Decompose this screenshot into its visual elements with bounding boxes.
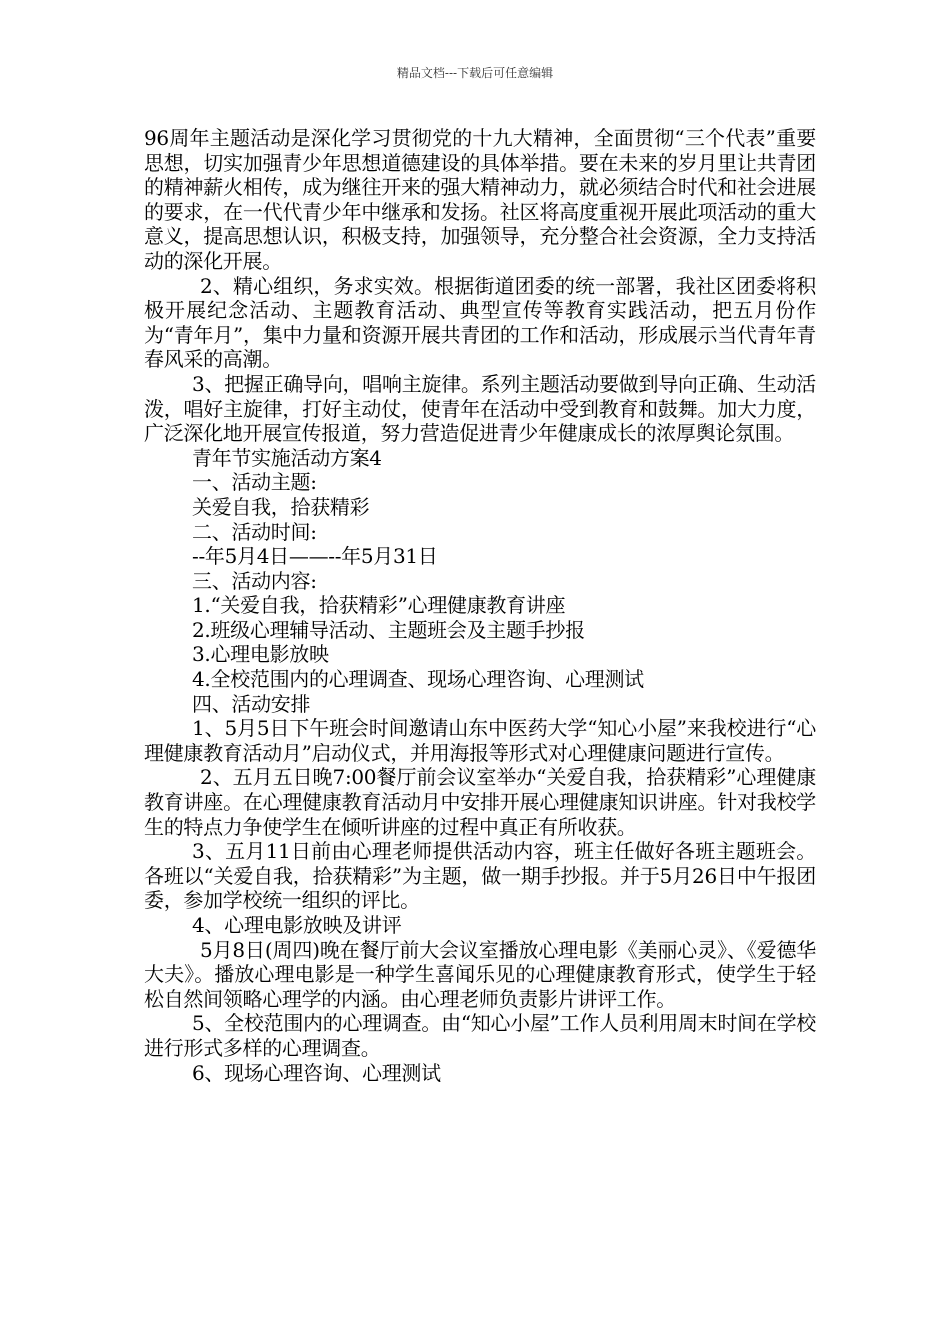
paragraph: 2、五月五日晚7:00餐厅前会议室举办“关爱自我，拾获精彩”心理健康教育讲座。在心理健康教育活动月中安排开展心理健康知识讲座。针对我校学生的特点力争使学生在倾听讲座的过程中真正有所收获。 bbox=[144, 765, 816, 839]
paragraph: 三、活动内容: bbox=[192, 568, 317, 593]
paragraph: 3、五月11日前由心理老师提供活动内容，班主任做好各班主题班会。各班以“关爱自我，拾获精彩”为主题，做一期手抄报。并于5月26日中午报团委，参加学校统一组织的评比。 bbox=[144, 839, 816, 913]
paragraph: 4、心理电影放映及讲评 bbox=[192, 913, 402, 937]
paragraph: 二、活动时间: bbox=[192, 519, 317, 544]
paragraph: 一、活动主题: bbox=[192, 470, 317, 495]
paragraph: 关爱自我，拾获精彩 bbox=[192, 494, 370, 519]
paragraph: --年5月4日——--年5月31日 bbox=[192, 544, 438, 569]
paragraph: 5、全校范围内的心理调查。由“知心小屋”工作人员利用周末时间在学校进行形式多样的心理调查。 bbox=[144, 1011, 816, 1060]
paragraph: 青年节实施活动方案4 bbox=[192, 445, 382, 470]
paragraph: 四、活动安排 bbox=[192, 691, 311, 716]
paragraph: 3.心理电影放映 bbox=[192, 642, 329, 667]
paragraph: 1.“关爱自我，拾获精彩”心理健康教育讲座 bbox=[192, 593, 566, 618]
paragraph: 96周年主题活动是深化学习贯彻党的十九大精神，全面贯彻“三个代表”重要思想，切实加强青少年思想道德建设的具体举措。要在未来的岁月里让共青团的精神薪火相传，成为继往开来的强大精神动力，就必须结合时代和社会进展的要求，在一代代青少年中继承和发扬。社区将高度重视开展此项活动的重大意义，提高思想认识，积极支持，加强领导，充分整合社会资源，全力支持活动的深化开展。 bbox=[144, 126, 816, 273]
paragraph: 2、精心组织，务求实效。根据街道团委的统一部署，我社区团委将积极开展纪念活动、主题教育活动、典型宣传等教育实践活动，把五月份作为“青年月”，集中力量和资源开展共青团的工作和活动，形成展示当代青年青春风采的高潮。 bbox=[144, 273, 816, 372]
paragraph: 5月8日(周四)晚在餐厅前大会议室播放心理电影《美丽心灵》、《爱德华大夫》。播放心理电影是一种学生喜闻乐见的心理健康教育形式，使学生于轻松自然间领略心理学的内涵。由心理老师负责影片讲评工作。 bbox=[144, 937, 816, 1011]
paragraph: 1、5月5日下午班会时间邀请山东中医药大学“知心小屋”来我校进行“心理健康教育活动月”启动仪式，并用海报等形式对心理健康问题进行宣传。 bbox=[144, 716, 816, 765]
paragraph: 4.全校范围内的心理调查、现场心理咨询、心理测试 bbox=[192, 667, 644, 692]
document-body bbox=[144, 126, 816, 1085]
paragraph: 2.班级心理辅导活动、主题班会及主题手抄报 bbox=[192, 617, 585, 642]
paragraph: 6、现场心理咨询、心理测试 bbox=[192, 1060, 441, 1085]
paragraph: 3、把握正确导向，唱响主旋律。系列主题活动要做到导向正确、生动活泼，唱好主旋律，打好主动仗，使青年在活动中受到教育和鼓舞。加大力度，广泛深化地开展宣传报道，努力营造促进青少年健康成长的浓厚舆论氛围。 bbox=[144, 371, 816, 446]
page-header: 精品文档---下载后可任意编辑 bbox=[396, 66, 554, 80]
